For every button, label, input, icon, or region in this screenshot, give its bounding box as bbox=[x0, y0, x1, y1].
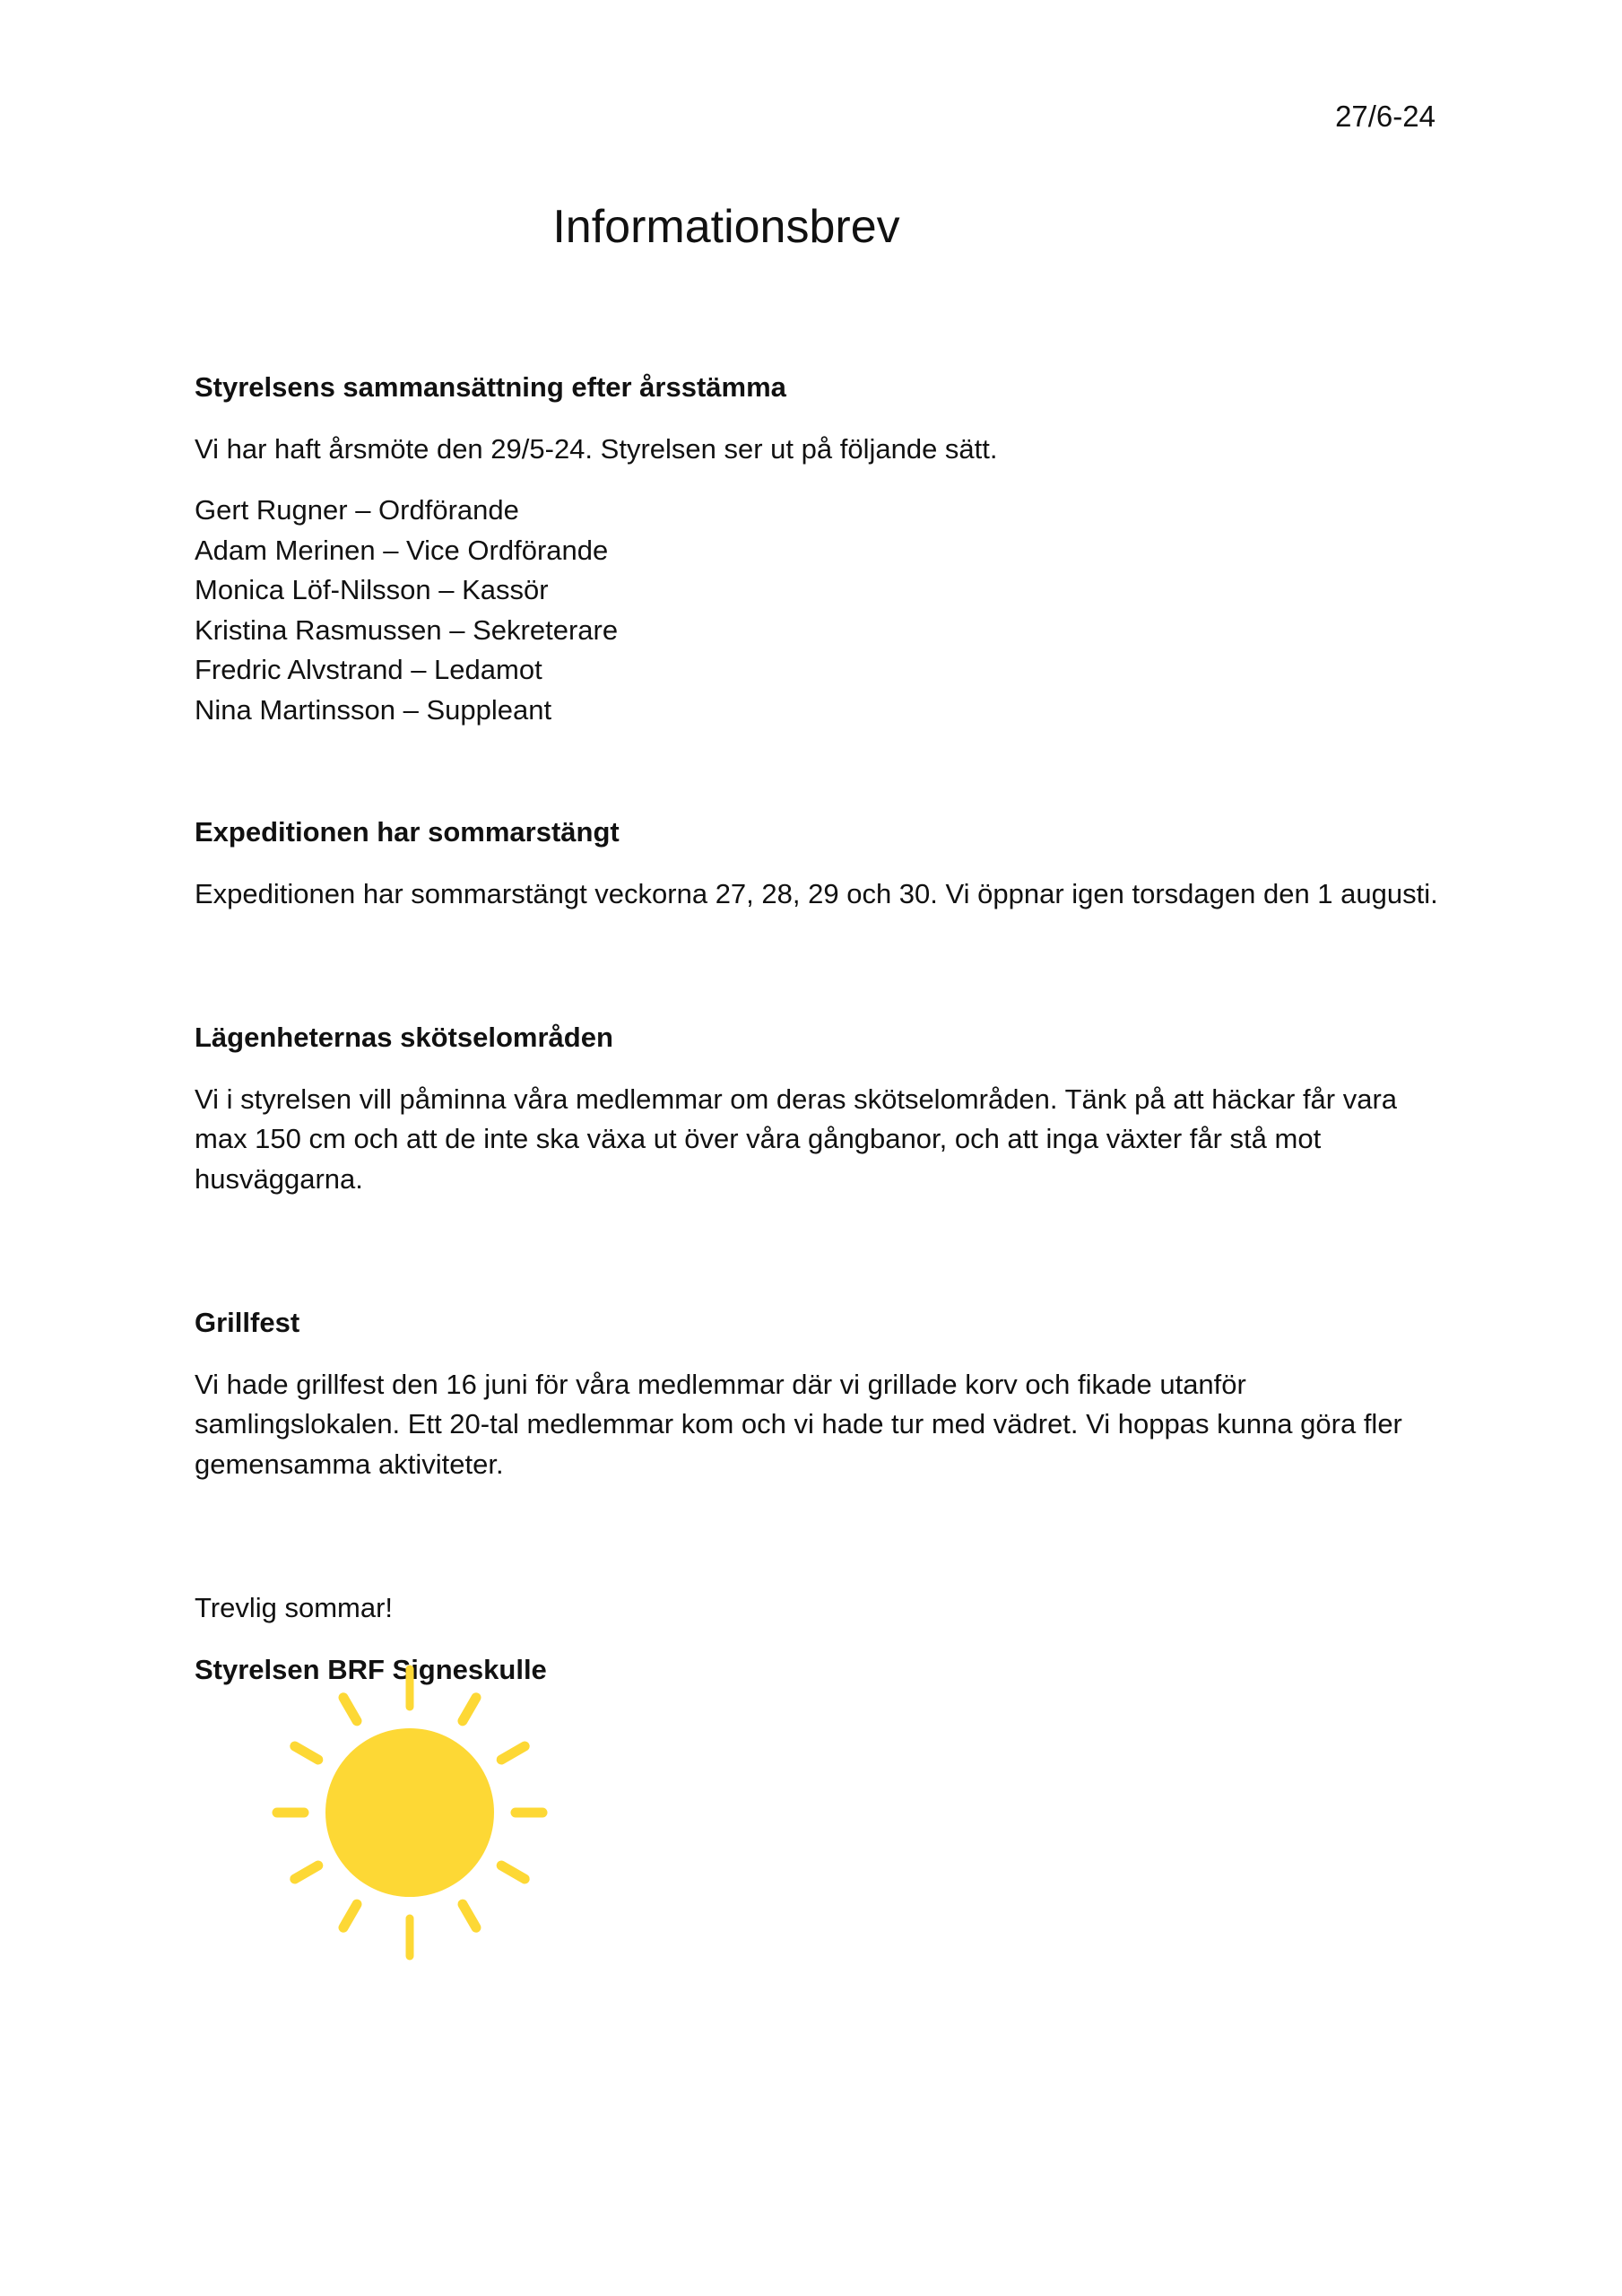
sun-ray bbox=[501, 1866, 525, 1879]
section-heading: Lägenheternas skötselområden bbox=[195, 1022, 613, 1053]
board-member: Kristina Rasmussen – Sekreterare bbox=[195, 613, 619, 646]
spacer bbox=[195, 730, 1450, 813]
section-barbecue bbox=[195, 1303, 1450, 1484]
sun-ray bbox=[343, 1698, 357, 1721]
sun-ray bbox=[343, 1904, 357, 1927]
section-board bbox=[195, 368, 1450, 730]
closing-greeting: Trevlig sommar! bbox=[195, 1592, 394, 1623]
spacer bbox=[195, 1221, 1450, 1303]
section-text: Vi har haft årsmöte den 29/5-24. Styrelsen ser ut på följande sätt. bbox=[195, 432, 998, 465]
spacer bbox=[195, 935, 1450, 1018]
letter-date: 27/6-24 bbox=[1335, 100, 1436, 133]
board-member: Nina Martinsson – Suppleant bbox=[195, 693, 552, 726]
sun-ray bbox=[295, 1746, 318, 1760]
section-office-closed bbox=[195, 813, 1450, 914]
section-heading: Expeditionen har sommarstängt bbox=[195, 816, 620, 848]
sun-ray bbox=[295, 1866, 318, 1879]
sun-ray bbox=[463, 1698, 476, 1721]
signature: Styrelsen BRF Signeskulle bbox=[195, 1653, 547, 1685]
spacer bbox=[195, 1506, 1450, 1588]
board-member: Fredric Alvstrand – Ledamot bbox=[195, 654, 542, 685]
section-text: Expeditionen har sommarstängt veckorna 27, 28, 29 och 30. Vi öppnar igen torsdagen den 1 augusti. bbox=[195, 877, 1438, 909]
board-member-list bbox=[195, 491, 1450, 730]
board-member: Monica Löf-Nilsson – Kassör bbox=[195, 574, 549, 605]
board-member: Adam Merinen – Vice Ordförande bbox=[195, 534, 609, 566]
section-heading: Styrelsens sammansättning efter årsstämma bbox=[195, 371, 786, 403]
sun-ray bbox=[501, 1746, 525, 1760]
page-title: Informationsbrev bbox=[552, 201, 900, 253]
section-text: Vi i styrelsen vill påminna våra medlemmar om deras skötselområden. Tänk på att häckar får vara max 150 cm och att de inte ska växa ut över våra gångbanor, och att inga växter får stå mot husväggarna. bbox=[195, 1083, 1398, 1195]
sun-ray bbox=[463, 1904, 476, 1927]
sun-icon bbox=[262, 1656, 558, 1970]
section-text: Vi hade grillfest den 16 juni för våra medlemmar där vi grillade korv och fikade utanför samlingslokalen. Ett 20-tal medlemmar kom och vi hade tur med vädret. Vi hoppas kunna göra fler gemensamma aktiviteter. bbox=[195, 1368, 1402, 1480]
section-maintenance-areas bbox=[195, 1018, 1450, 1199]
section-heading: Grillfest bbox=[195, 1307, 300, 1338]
board-member: Gert Rugner – Ordförande bbox=[195, 494, 519, 526]
letter-body bbox=[195, 368, 1450, 1690]
